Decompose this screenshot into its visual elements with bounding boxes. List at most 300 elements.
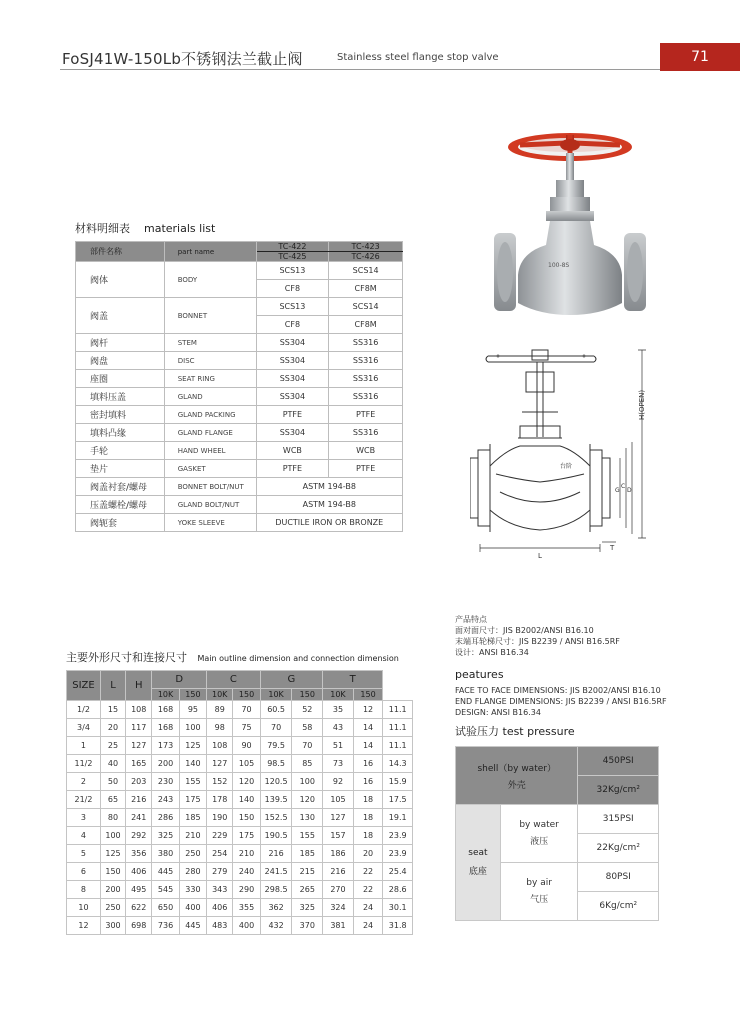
- materials-title: [75, 220, 215, 236]
- shell-label-zh: 外壳: [507, 780, 526, 791]
- table-cell: DUCTILE IRON OR BRONZE: [256, 514, 402, 532]
- table-cell: 117: [126, 719, 152, 737]
- table-cell: 280: [179, 863, 206, 881]
- table-cell: 60.5: [260, 701, 292, 719]
- shell-cell: [456, 747, 578, 805]
- table-row: [76, 298, 403, 316]
- table-row: [67, 845, 413, 863]
- table-row: [76, 406, 403, 424]
- table-cell: PTFE: [329, 460, 403, 478]
- drawing-label-seat: 台阶: [560, 463, 573, 470]
- table-cell: ASTM 194-B8: [256, 496, 402, 514]
- table-cell: 填料压盖: [76, 388, 165, 406]
- table-cell: 座圈: [76, 370, 165, 388]
- table-header: TC-423: [329, 242, 403, 252]
- table-cell: 11/2: [67, 755, 101, 773]
- table-cell: 190.5: [260, 827, 292, 845]
- table-cell: SS316: [329, 424, 403, 442]
- table-row: [76, 514, 403, 532]
- table-cell: 12: [353, 701, 383, 719]
- table-cell: 343: [207, 881, 233, 899]
- features-en-line: DESIGN: ANSI B16.34: [455, 708, 541, 717]
- table-cell: 4: [67, 827, 101, 845]
- table-cell: 150: [233, 809, 260, 827]
- table-cell: 622: [126, 899, 152, 917]
- table-cell: SS316: [329, 352, 403, 370]
- table-cell: 229: [207, 827, 233, 845]
- features-en-line: END FLANGE DIMENSIONS: JIS B2239 / ANSI B16.5RF: [455, 697, 667, 706]
- table-cell: CF8: [256, 316, 329, 334]
- table-row: [76, 242, 403, 252]
- dimensions-title-zh: 主要外形尺寸和连接尺寸: [66, 651, 187, 664]
- table-cell: 140: [233, 791, 260, 809]
- features-zh-title: 产品特点: [455, 615, 487, 624]
- table-cell: 65: [100, 791, 125, 809]
- table-cell: 330: [179, 881, 206, 899]
- table-cell: 292: [126, 827, 152, 845]
- table-row: [456, 805, 659, 834]
- drawing-label-h: H(OPEN): [638, 389, 646, 420]
- table-cell: 阀体: [76, 262, 165, 298]
- table-row: [76, 352, 403, 370]
- table-cell: 445: [152, 863, 179, 881]
- table-cell: 216: [323, 863, 354, 881]
- table-header: G: [260, 671, 322, 689]
- table-cell: 406: [126, 863, 152, 881]
- table-header: TC-422: [256, 242, 329, 252]
- table-cell: 12: [67, 917, 101, 935]
- table-cell: 压盖螺栓/螺母: [76, 496, 165, 514]
- table-cell: 173: [152, 737, 179, 755]
- air-cell: [500, 863, 578, 921]
- table-cell: 1: [67, 737, 101, 755]
- table-cell: 24: [353, 917, 383, 935]
- table-cell: 密封填料: [76, 406, 165, 424]
- table-cell: 11.1: [383, 719, 413, 737]
- table-row: [76, 460, 403, 478]
- table-cell: 105: [323, 791, 354, 809]
- table-cell: 92: [323, 773, 354, 791]
- table-cell: 250: [179, 845, 206, 863]
- table-cell: SS304: [256, 334, 329, 352]
- table-cell: 11.1: [383, 701, 413, 719]
- table-header: 部件名称: [76, 242, 165, 262]
- table-cell: 168: [152, 701, 179, 719]
- table-header: 10K: [152, 689, 179, 701]
- table-cell: 40: [100, 755, 125, 773]
- table-cell: 381: [323, 917, 354, 935]
- table-cell: PTFE: [256, 406, 329, 424]
- table-cell: 130: [292, 809, 323, 827]
- table-cell: 100: [100, 827, 125, 845]
- table-row: [67, 755, 413, 773]
- table-cell: 230: [152, 773, 179, 791]
- table-cell: SS304: [256, 388, 329, 406]
- table-cell: 185: [292, 845, 323, 863]
- table-cell: 736: [152, 917, 179, 935]
- table-cell: 98: [207, 719, 233, 737]
- table-cell: 127: [207, 755, 233, 773]
- table-cell: 200: [152, 755, 179, 773]
- table-header: 10K: [260, 689, 292, 701]
- table-cell: 28.6: [383, 881, 413, 899]
- table-row: [67, 773, 413, 791]
- table-row: [76, 478, 403, 496]
- table-cell: 20: [353, 845, 383, 863]
- table-cell: 270: [323, 881, 354, 899]
- page-subtitle: Stainless steel flange stop valve: [337, 52, 499, 63]
- features-en: [455, 685, 667, 718]
- table-cell: 80: [100, 809, 125, 827]
- table-cell: WCB: [256, 442, 329, 460]
- table-cell: 14.3: [383, 755, 413, 773]
- table-cell: SS316: [329, 334, 403, 352]
- table-cell: 24: [353, 899, 383, 917]
- table-cell: 阀盖: [76, 298, 165, 334]
- table-row: [76, 262, 403, 280]
- table-cell: 216: [126, 791, 152, 809]
- table-row: [76, 388, 403, 406]
- table-cell: SEAT RING: [164, 370, 256, 388]
- table-header: D: [152, 671, 207, 689]
- table-cell: 10: [67, 899, 101, 917]
- features-zh-line: 设计：ANSI B16.34: [455, 648, 529, 657]
- table-row: [76, 496, 403, 514]
- table-cell: 70: [292, 737, 323, 755]
- table-cell: 185: [179, 809, 206, 827]
- water-cell: [500, 805, 578, 863]
- shell-psi: 450PSI: [578, 747, 659, 776]
- features-zh-line: 末端耳轮梯尺寸：JIS B2239 / ANSI B16.5RF: [455, 637, 620, 646]
- drawing-label-d: D: [627, 487, 632, 494]
- page-title: FoSJ41W-150Lb不锈钢法兰截止阀: [62, 50, 303, 68]
- table-cell: 6: [67, 863, 101, 881]
- table-cell: 35: [323, 701, 354, 719]
- air-label: by air: [526, 878, 552, 888]
- table-cell: 18: [353, 791, 383, 809]
- table-cell: 190: [207, 809, 233, 827]
- table-cell: 23.9: [383, 827, 413, 845]
- table-cell: 152.5: [260, 809, 292, 827]
- table-cell: 19.1: [383, 809, 413, 827]
- table-cell: 14: [353, 719, 383, 737]
- table-cell: 90: [233, 737, 260, 755]
- table-cell: 370: [292, 917, 323, 935]
- materials-title-zh: 材料明细表: [75, 222, 130, 235]
- table-row: [76, 424, 403, 442]
- table-cell: 22: [353, 881, 383, 899]
- drawing-label-t: T: [610, 544, 615, 552]
- table-row: [67, 917, 413, 935]
- table-cell: 16: [353, 755, 383, 773]
- table-cell: 阀盘: [76, 352, 165, 370]
- materials-table: [75, 241, 403, 532]
- table-cell: CF8M: [329, 316, 403, 334]
- table-header: TC-425: [256, 252, 329, 262]
- table-cell: 216: [260, 845, 292, 863]
- table-row: [67, 791, 413, 809]
- table-cell: 324: [323, 899, 354, 917]
- table-cell: 650: [152, 899, 179, 917]
- page-number: 71: [660, 43, 740, 71]
- dimensions-title: [66, 649, 399, 665]
- table-cell: GASKET: [164, 460, 256, 478]
- table-cell: SS304: [256, 370, 329, 388]
- table-cell: 355: [233, 899, 260, 917]
- dimensions-title-en: Main outline dimension and connection dimension: [197, 654, 399, 663]
- table-header: 150: [292, 689, 323, 701]
- water-kg: 22Kg/cm²: [578, 834, 659, 863]
- table-header: T: [323, 671, 383, 689]
- table-header: L: [100, 671, 125, 701]
- shell-kg: 32Kg/cm²: [578, 776, 659, 805]
- water-label: by water: [519, 820, 559, 830]
- table-header: TC-426: [329, 252, 403, 262]
- table-cell: 139.5: [260, 791, 292, 809]
- table-cell: 445: [179, 917, 206, 935]
- table-cell: 105: [233, 755, 260, 773]
- table-cell: 85: [292, 755, 323, 773]
- table-cell: SS316: [329, 370, 403, 388]
- table-cell: SCS14: [329, 262, 403, 280]
- table-cell: 265: [292, 881, 323, 899]
- table-cell: 108: [126, 701, 152, 719]
- table-cell: 362: [260, 899, 292, 917]
- pressure-title-zh: 试验压力: [455, 725, 499, 738]
- features-zh: [455, 614, 620, 658]
- table-row: [67, 671, 413, 689]
- table-cell: 70: [233, 701, 260, 719]
- table-cell: 14: [353, 737, 383, 755]
- table-cell: SS316: [329, 388, 403, 406]
- table-header: C: [207, 671, 261, 689]
- table-cell: 175: [179, 791, 206, 809]
- table-cell: 120.5: [260, 773, 292, 791]
- table-cell: 51: [323, 737, 354, 755]
- table-header: part name: [164, 242, 256, 262]
- table-cell: 30.1: [383, 899, 413, 917]
- table-cell: 240: [233, 863, 260, 881]
- table-cell: HAND WHEEL: [164, 442, 256, 460]
- table-cell: 243: [152, 791, 179, 809]
- table-cell: 58: [292, 719, 323, 737]
- table-cell: 168: [152, 719, 179, 737]
- table-cell: 432: [260, 917, 292, 935]
- table-cell: 52: [292, 701, 323, 719]
- table-cell: 698: [126, 917, 152, 935]
- table-cell: 填料凸缘: [76, 424, 165, 442]
- table-cell: 127: [323, 809, 354, 827]
- table-cell: 483: [207, 917, 233, 935]
- table-cell: 406: [207, 899, 233, 917]
- table-cell: CF8: [256, 280, 329, 298]
- table-cell: 250: [100, 899, 125, 917]
- features-en-title: peatures: [455, 668, 504, 681]
- table-row: [67, 719, 413, 737]
- table-cell: SCS13: [256, 262, 329, 280]
- table-cell: 43: [323, 719, 354, 737]
- table-cell: 400: [179, 899, 206, 917]
- table-cell: 22: [353, 863, 383, 881]
- table-cell: 73: [323, 755, 354, 773]
- table-cell: 286: [152, 809, 179, 827]
- table-row: [67, 863, 413, 881]
- drawing-label-g: G: [615, 487, 620, 494]
- table-cell: 210: [179, 827, 206, 845]
- table-cell: SS304: [256, 352, 329, 370]
- table-cell: 165: [126, 755, 152, 773]
- table-row: [76, 370, 403, 388]
- table-cell: 阀盖衬套/螺母: [76, 478, 165, 496]
- table-cell: 380: [152, 845, 179, 863]
- table-cell: GLAND BOLT/NUT: [164, 496, 256, 514]
- shell-label: shell（by water）: [477, 763, 556, 774]
- table-cell: 545: [152, 881, 179, 899]
- valve-photo: [490, 125, 650, 325]
- table-cell: 垫片: [76, 460, 165, 478]
- water-label-zh: 液压: [530, 837, 549, 847]
- table-cell: 70: [260, 719, 292, 737]
- valve-drawing: [470, 342, 660, 564]
- table-cell: GLAND: [164, 388, 256, 406]
- table-cell: 75: [233, 719, 260, 737]
- table-row: [67, 737, 413, 755]
- table-cell: YOKE SLEEVE: [164, 514, 256, 532]
- table-cell: GLAND PACKING: [164, 406, 256, 424]
- table-cell: 3/4: [67, 719, 101, 737]
- table-cell: 16: [353, 773, 383, 791]
- table-row: [67, 899, 413, 917]
- table-cell: 8: [67, 881, 101, 899]
- table-row: [456, 747, 659, 776]
- table-cell: PTFE: [256, 460, 329, 478]
- table-cell: SS304: [256, 424, 329, 442]
- table-row: [67, 827, 413, 845]
- table-header: SIZE: [67, 671, 101, 701]
- features-en-line: FACE TO FACE DIMENSIONS: JIS B2002/ANSI B16.10: [455, 686, 661, 695]
- table-cell: 120: [292, 791, 323, 809]
- table-cell: 15.9: [383, 773, 413, 791]
- table-cell: 25.4: [383, 863, 413, 881]
- table-cell: 140: [179, 755, 206, 773]
- table-cell: 290: [233, 881, 260, 899]
- table-cell: 25: [100, 737, 125, 755]
- drawing-label-c: C: [621, 483, 626, 490]
- table-cell: 254: [207, 845, 233, 863]
- table-cell: 215: [292, 863, 323, 881]
- features-zh-line: 面对面尺寸：JIS B2002/ANSI B16.10: [455, 626, 594, 635]
- table-row: [67, 809, 413, 827]
- table-cell: DISC: [164, 352, 256, 370]
- table-cell: 178: [207, 791, 233, 809]
- table-cell: 11.1: [383, 737, 413, 755]
- table-cell: 2: [67, 773, 101, 791]
- table-row: [76, 442, 403, 460]
- table-cell: 3: [67, 809, 101, 827]
- table-cell: 阀杆: [76, 334, 165, 352]
- table-cell: 200: [100, 881, 125, 899]
- table-cell: 155: [179, 773, 206, 791]
- materials-title-en: materials list: [144, 222, 216, 235]
- table-cell: WCB: [329, 442, 403, 460]
- table-cell: 241: [126, 809, 152, 827]
- table-cell: 18: [353, 827, 383, 845]
- table-cell: 210: [233, 845, 260, 863]
- pressure-title: [455, 723, 575, 739]
- table-cell: 125: [179, 737, 206, 755]
- table-cell: STEM: [164, 334, 256, 352]
- table-cell: 50: [100, 773, 125, 791]
- dimensions-table: [66, 670, 413, 935]
- table-cell: 1/2: [67, 701, 101, 719]
- table-cell: 阀轭套: [76, 514, 165, 532]
- pressure-title-en: test pressure: [502, 725, 575, 738]
- table-cell: CF8M: [329, 280, 403, 298]
- table-header: 150: [179, 689, 206, 701]
- table-cell: SCS14: [329, 298, 403, 316]
- table-cell: 400: [233, 917, 260, 935]
- table-cell: BONNET BOLT/NUT: [164, 478, 256, 496]
- table-cell: 127: [126, 737, 152, 755]
- table-cell: 5: [67, 845, 101, 863]
- table-cell: 15: [100, 701, 125, 719]
- table-cell: PTFE: [329, 406, 403, 424]
- table-cell: 300: [100, 917, 125, 935]
- table-cell: 95: [179, 701, 206, 719]
- table-row: [67, 701, 413, 719]
- table-header: H: [126, 671, 152, 701]
- table-cell: 186: [323, 845, 354, 863]
- table-cell: 100: [292, 773, 323, 791]
- table-row: [76, 334, 403, 352]
- table-cell: 21/2: [67, 791, 101, 809]
- table-row: [67, 881, 413, 899]
- air-psi: 80PSI: [578, 863, 659, 892]
- table-cell: 17.5: [383, 791, 413, 809]
- table-cell: 100: [179, 719, 206, 737]
- table-cell: 手轮: [76, 442, 165, 460]
- table-cell: 120: [233, 773, 260, 791]
- header-divider: [60, 69, 660, 70]
- seat-label-zh: 底座: [468, 867, 487, 877]
- table-header: 150: [233, 689, 260, 701]
- table-cell: 152: [207, 773, 233, 791]
- table-cell: 175: [233, 827, 260, 845]
- table-cell: 98.5: [260, 755, 292, 773]
- table-cell: 125: [100, 845, 125, 863]
- table-cell: 325: [292, 899, 323, 917]
- seat-label: seat: [468, 848, 488, 858]
- table-cell: 241.5: [260, 863, 292, 881]
- table-cell: 157: [323, 827, 354, 845]
- table-cell: SCS13: [256, 298, 329, 316]
- materials-merged-rows: [76, 478, 403, 532]
- table-cell: BODY: [164, 262, 256, 298]
- air-kg: 6Kg/cm²: [578, 892, 659, 921]
- table-cell: BONNET: [164, 298, 256, 334]
- drawing-label-l: L: [538, 552, 542, 560]
- seat-cell: [456, 805, 501, 921]
- materials-rows: [76, 334, 403, 478]
- pressure-table: [455, 746, 659, 921]
- table-cell: 495: [126, 881, 152, 899]
- water-psi: 315PSI: [578, 805, 659, 834]
- table-cell: 18: [353, 809, 383, 827]
- table-header: 10K: [207, 689, 233, 701]
- table-cell: 89: [207, 701, 233, 719]
- table-cell: 150: [100, 863, 125, 881]
- dimensions-rows: [67, 701, 413, 935]
